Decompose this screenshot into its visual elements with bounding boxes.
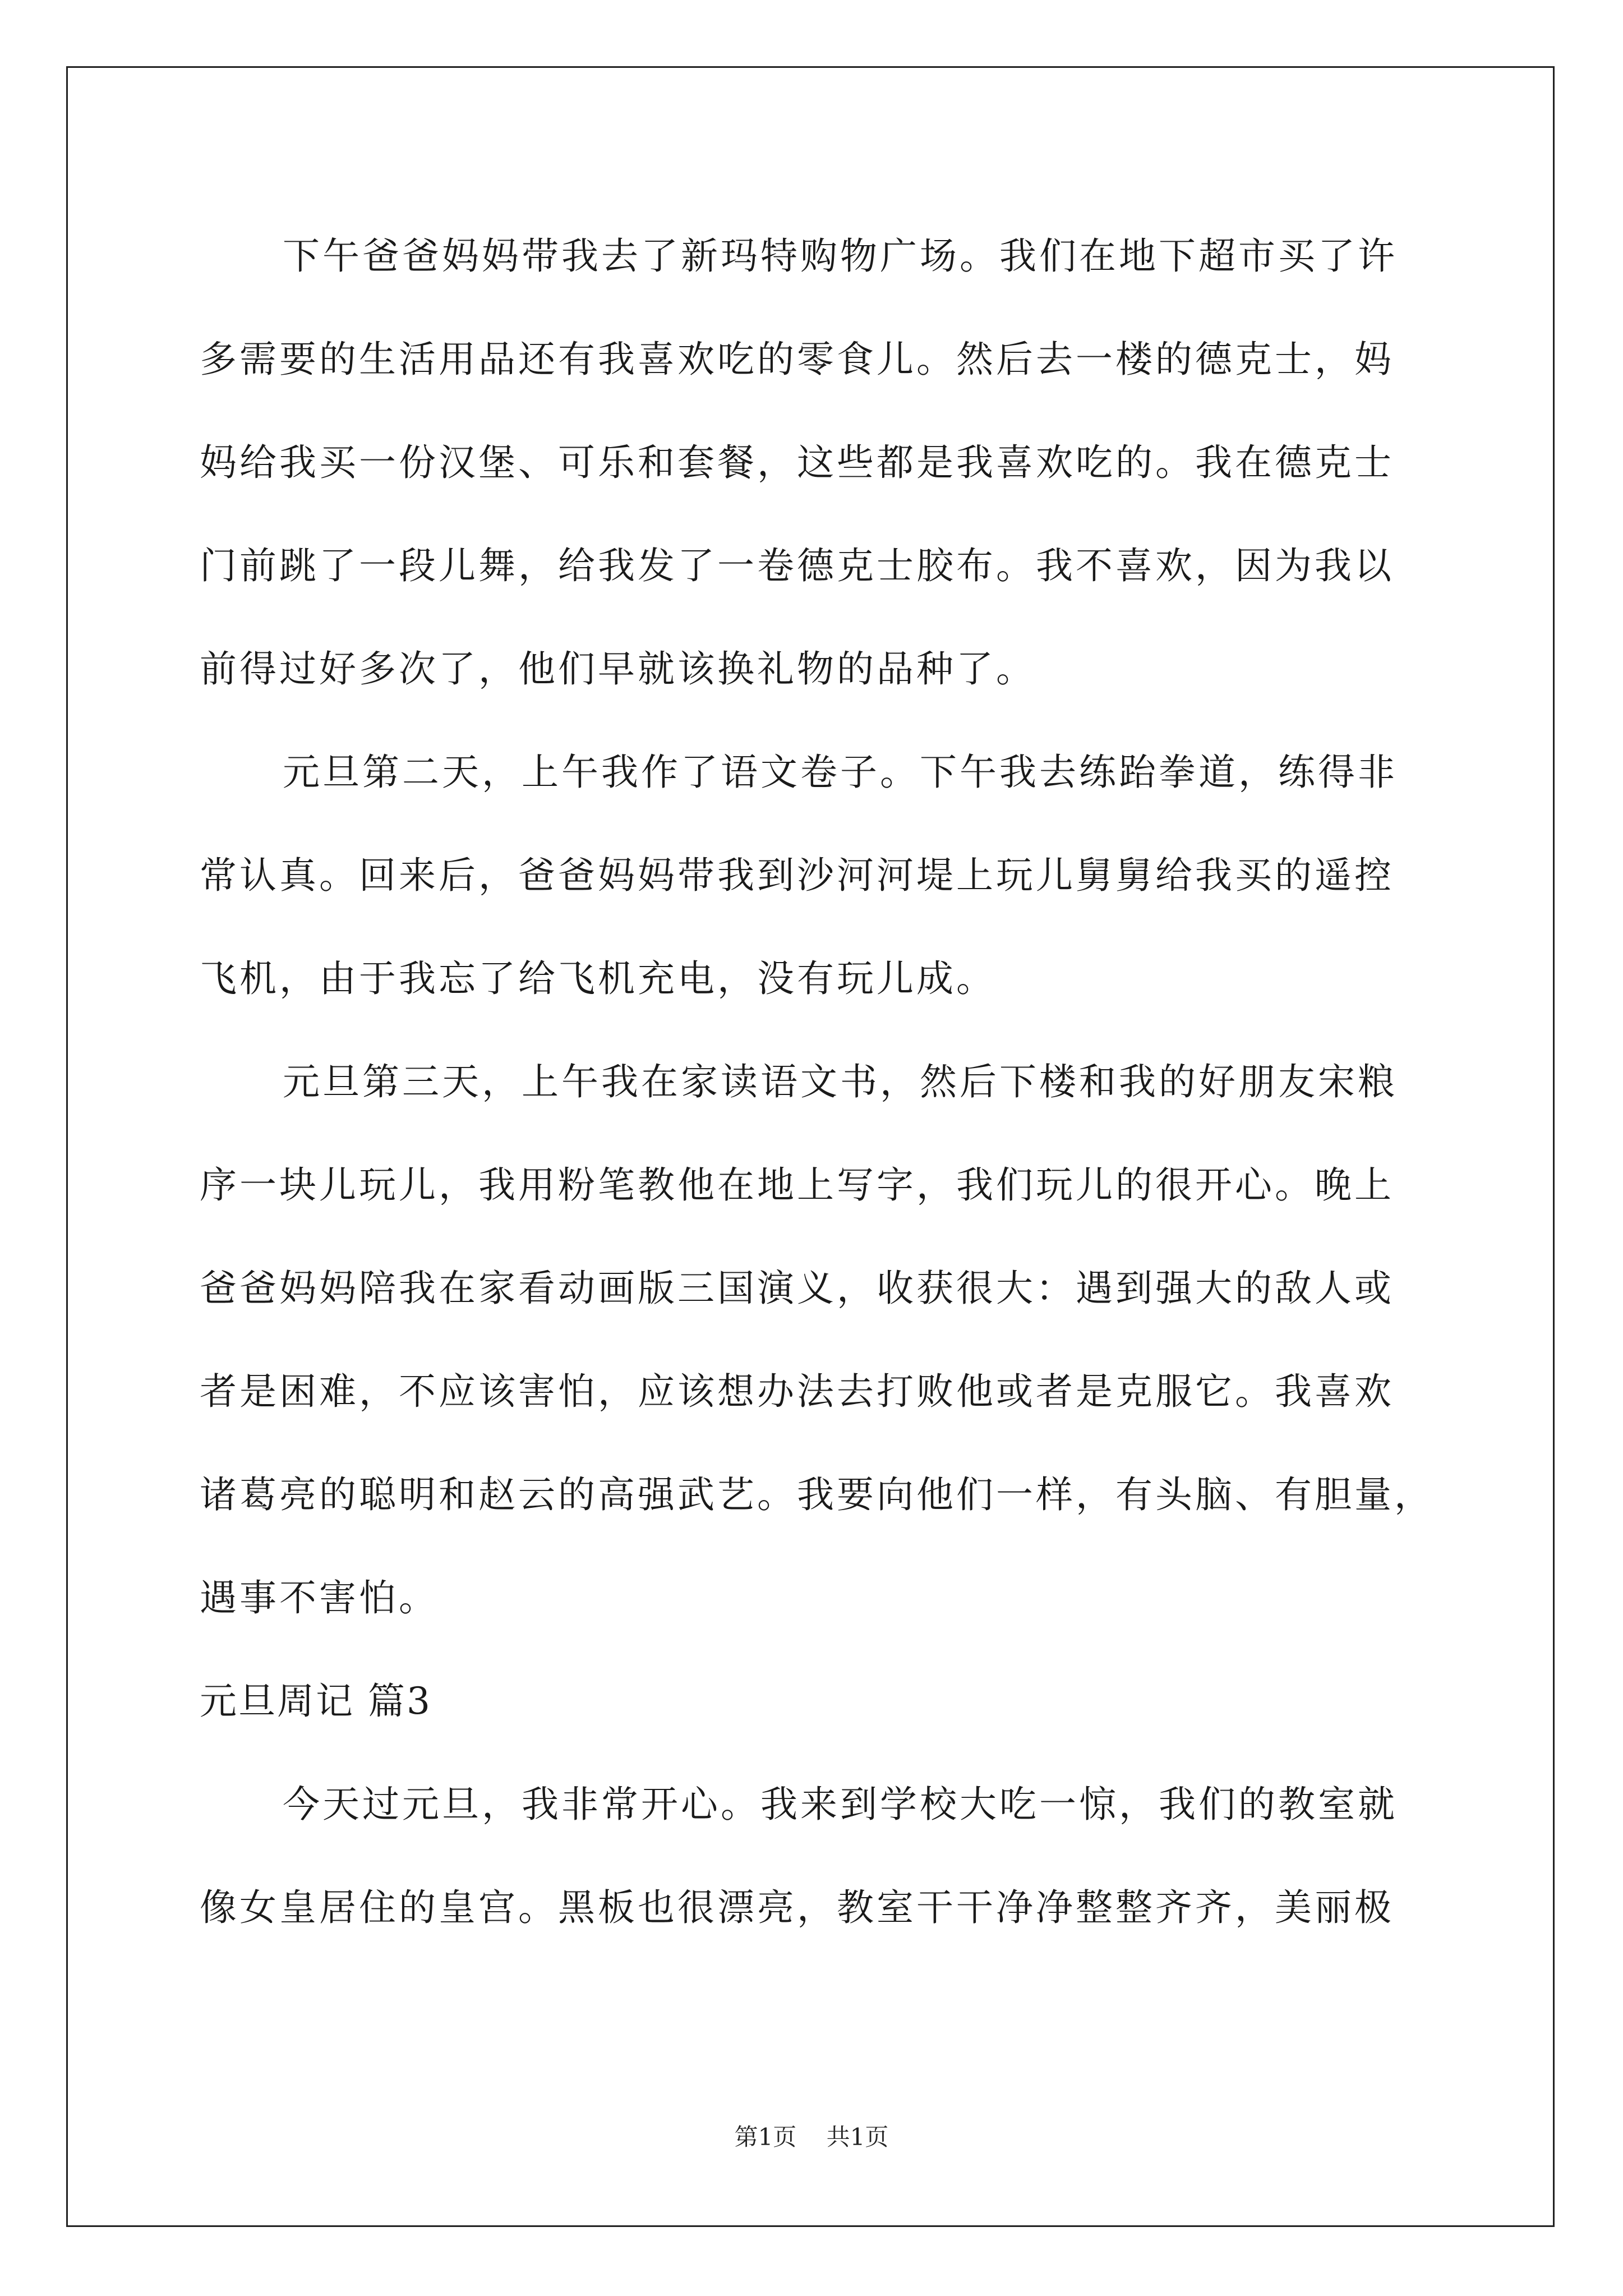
- text-line: 序一块儿玩儿，我用粉笔教他在地上写字，我们玩儿的很开心。晚上: [200, 1163, 1394, 1207]
- text-line: 前得过好多次了，他们早就该换礼物的品种了。: [200, 647, 1036, 691]
- page-footer: [0, 2120, 1623, 2154]
- text-line: 门前跳了一段儿舞，给我发了一卷德克士胶布。我不喜欢，因为我以: [200, 544, 1394, 587]
- text-line: 妈给我买一份汉堡、可乐和套餐，这些都是我喜欢吃的。我在德克士: [200, 441, 1394, 484]
- text-line: 像女皇居住的皇宫。黑板也很漂亮，教室干干净净整整齐齐，美丽极: [200, 1886, 1394, 1929]
- text-line: 者是困难，不应该害怕，应该想办法去打败他或者是克服它。我喜欢: [200, 1370, 1394, 1413]
- paragraph-4: [200, 1753, 1445, 1959]
- section-heading: 元旦周记 篇3: [200, 1680, 432, 1723]
- text-line: 飞机，由于我忘了给飞机充电，没有玩儿成。: [200, 957, 996, 1000]
- paragraph-1: [200, 205, 1445, 721]
- paragraph-3: [200, 1030, 1445, 1650]
- document-body: [200, 205, 1445, 1959]
- text-line: 元旦第三天，上午我在家读语文书，然后下楼和我的好朋友宋粮: [283, 1060, 1398, 1103]
- text-line: 爸爸妈妈陪我在家看动画版三国演义，收获很大：遇到强大的敌人或: [200, 1267, 1394, 1310]
- text-line: 遇事不害怕。: [200, 1576, 439, 1619]
- text-line: 多需要的生活用品还有我喜欢吃的零食儿。然后去一楼的德克士，妈: [200, 338, 1394, 381]
- page-total: 共1页: [826, 2123, 889, 2151]
- paragraph-2: [200, 721, 1445, 1030]
- text-line: 诸葛亮的聪明和赵云的高强武艺。我要向他们一样，有头脑、有胆量，: [200, 1473, 1434, 1516]
- text-line: 下午爸爸妈妈带我去了新玛特购物广场。我们在地下超市买了许: [283, 234, 1398, 278]
- text-line: 常认真。回来后，爸爸妈妈带我到沙河河堤上玩儿舅舅给我买的遥控: [200, 854, 1394, 897]
- text-line: 今天过元旦，我非常开心。我来到学校大吃一惊，我们的教室就: [283, 1783, 1398, 1826]
- page-number: 第1页: [734, 2123, 797, 2151]
- text-line: 元旦第二天，上午我作了语文卷子。下午我去练跆拳道，练得非: [283, 751, 1398, 794]
